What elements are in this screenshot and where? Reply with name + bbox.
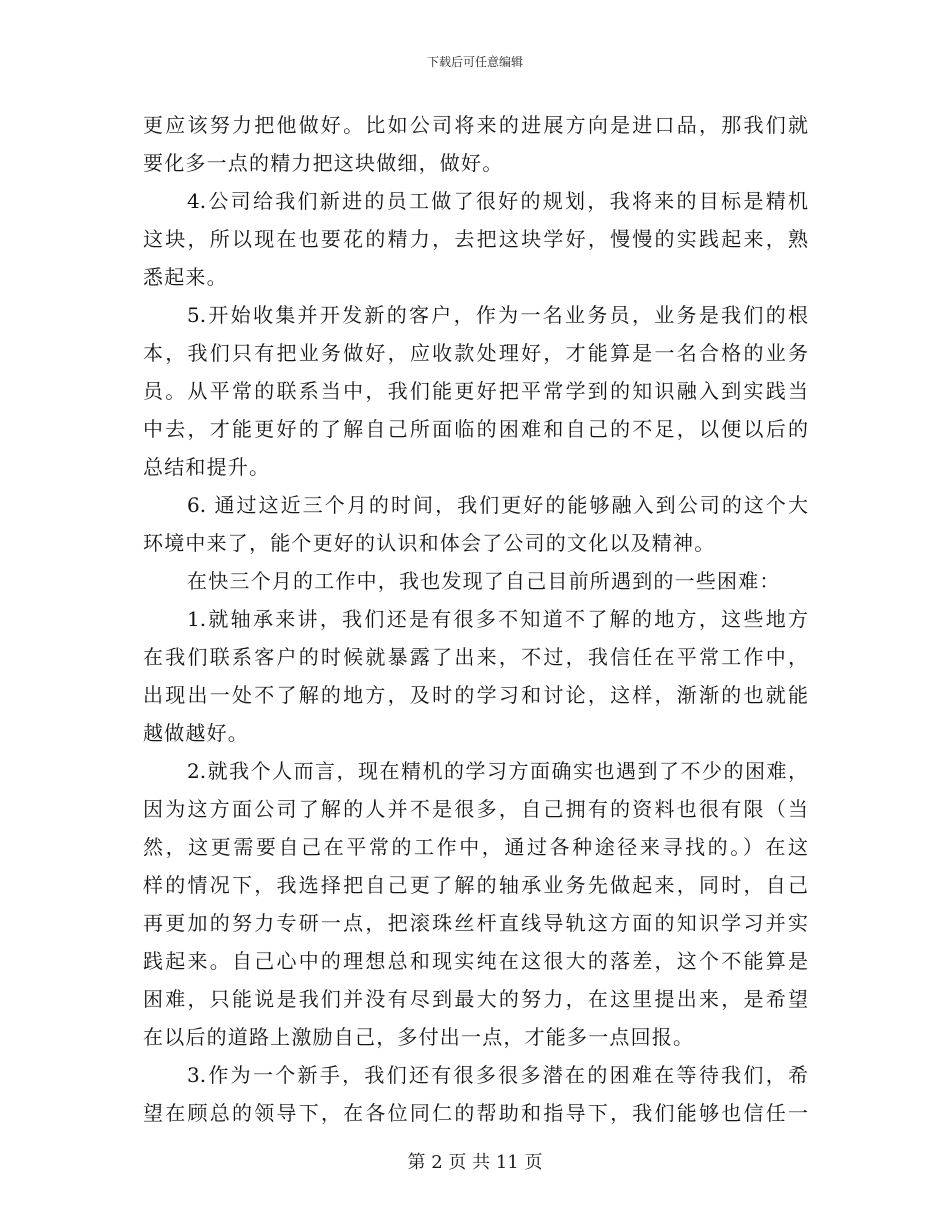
body-line: 本，我们只有把业务做好，应收款处理好，才能算是一名合格的业务 (143, 341, 808, 365)
page-header-note: 下载后可任意编辑 (426, 55, 523, 69)
page-body (143, 106, 808, 1132)
body-line: 4.公司给我们新进的员工做了很好的规划，我将来的目标是精机 (187, 189, 808, 213)
body-line: 望在顾总的领导下，在各位同仁的帮助和指导下，我们能够也信任一 (143, 1101, 808, 1125)
body-line: 要化多一点的精力把这块做细，做好。 (143, 151, 504, 175)
paragraph (143, 182, 808, 296)
body-line: 困难，只能说是我们并没有尽到最大的努力，在这里提出来，是希望 (143, 987, 808, 1011)
body-line: 越做越好。 (143, 721, 249, 745)
body-line: 然，这更需要自己在平常的工作中，通过各种途径来寻找的。）在这 (143, 835, 808, 859)
body-line: 因为这方面公司了解的人并不是很多，自己拥有的资料也很有限（当 (143, 797, 808, 821)
paragraph (143, 752, 808, 1056)
paragraph (143, 486, 808, 562)
paragraph (143, 562, 808, 600)
body-line: 5.开始收集并开发新的客户，作为一名业务员，业务是我们的根 (187, 303, 808, 327)
body-line: 1.就轴承来讲，我们还是有很多不知道不了解的地方，这些地方 (187, 607, 808, 631)
paragraph (143, 296, 808, 486)
body-line: 总结和提升。 (143, 455, 271, 479)
body-line: 样的情况下，我选择把自己更了解的轴承业务先做起来，同时，自己 (143, 873, 808, 897)
body-line: 2.就我个人而言，现在精机的学习方面确实也遇到了不少的困难， (187, 759, 808, 783)
body-line: 在以后的道路上激励自己，多付出一点，才能多一点回报。 (143, 1025, 695, 1049)
body-line: 6. 通过这近三个月的时间，我们更好的能够融入到公司的这个大 (187, 493, 808, 517)
body-line: 中去，才能更好的了解自己所面临的困难和自己的不足，以便以后的 (143, 417, 808, 441)
paragraph (143, 600, 808, 752)
paragraph (143, 106, 808, 182)
body-line: 出现出一处不了解的地方，及时的学习和讨论，这样，渐渐的也就能 (143, 683, 808, 707)
body-line: 这块，所以现在也要花的精力，去把这块学好，慢慢的实践起来，熟 (143, 227, 808, 251)
body-line: 在我们联系客户的时候就暴露了出来，不过，我信任在平常工作中， (143, 645, 808, 669)
body-line: 更应该努力把他做好。比如公司将来的进展方向是进口品，那我们就 (143, 113, 808, 137)
body-line: 在快三个月的工作中，我也发现了自己目前所遇到的一些困难： (187, 569, 781, 593)
paragraph (143, 1056, 808, 1132)
page-number-footer: 第 2 页 共 11 页 (407, 1152, 543, 1173)
body-line: 员。从平常的联系当中，我们能更好把平常学到的知识融入到实践当 (143, 379, 808, 403)
body-line: 悉起来。 (143, 265, 228, 289)
body-line: 再更加的努力专研一点，把滚珠丝杆直线导轨这方面的知识学习并实 (143, 911, 808, 935)
body-line: 环境中来了，能个更好的认识和体会了公司的文化以及精神。 (143, 531, 716, 555)
body-line: 践起来。自己心中的理想总和现实纯在这很大的落差，这个不能算是 (143, 949, 808, 973)
body-line: 3.作为一个新手，我们还有很多很多潜在的困难在等待我们，希 (187, 1063, 808, 1087)
